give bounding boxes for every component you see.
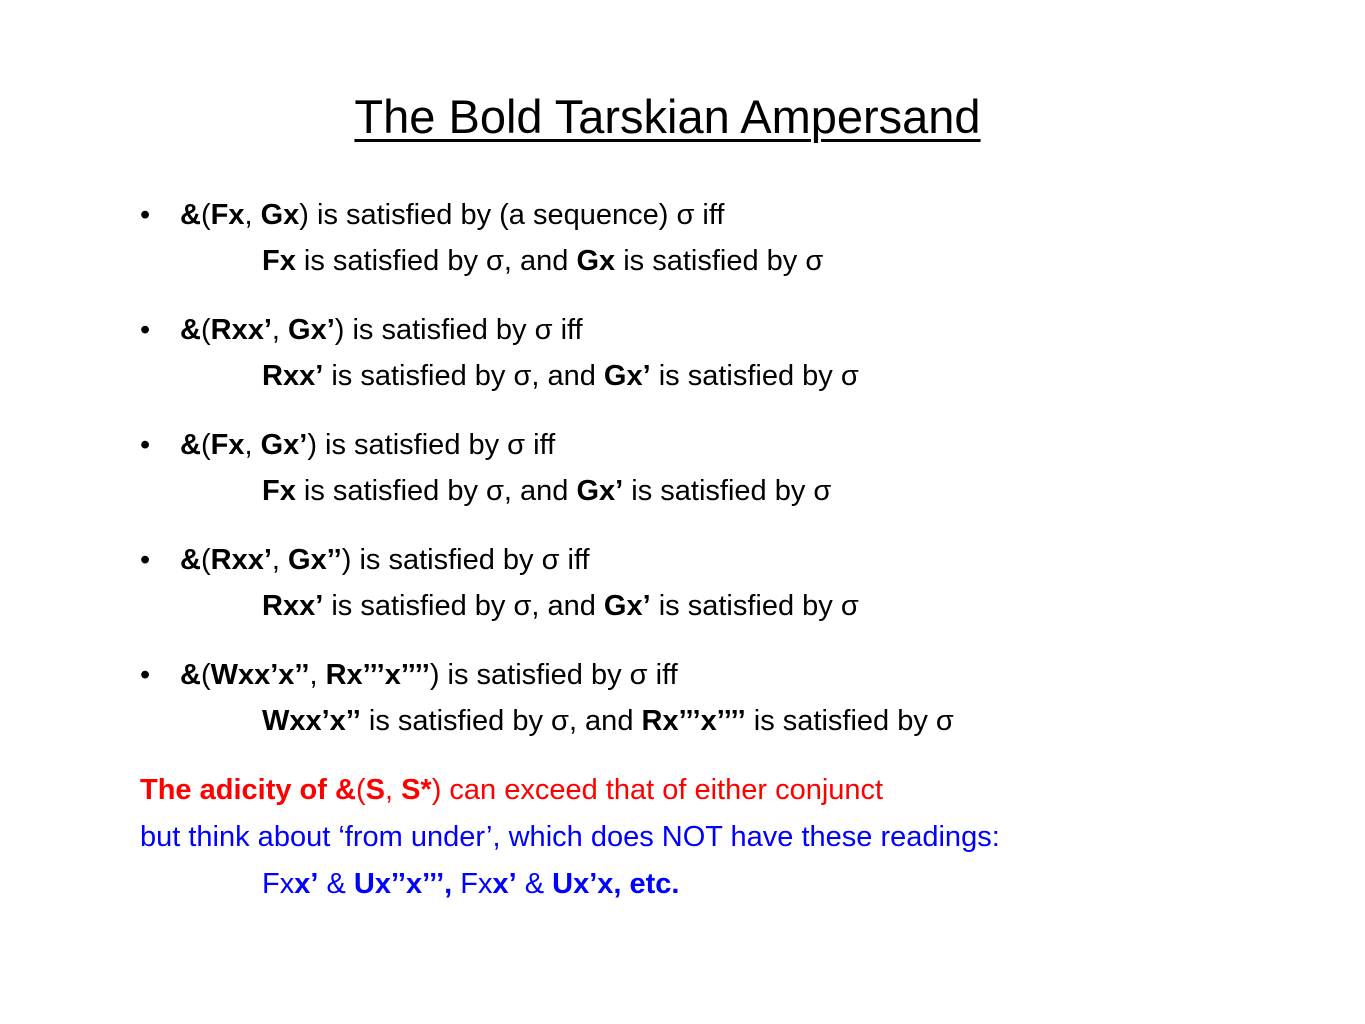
text-run: is satisfied by σ bbox=[623, 475, 832, 507]
text-run: is satisfied by σ bbox=[650, 590, 859, 622]
text-run: ( bbox=[200, 544, 211, 576]
bullet-head-3 bbox=[180, 428, 555, 462]
text-run: ) is satisfied by σ iff bbox=[341, 544, 590, 576]
text-run: Gx’ bbox=[603, 360, 651, 392]
text-run: Rxx’ bbox=[262, 590, 324, 622]
from-under-note: but think about ‘from under’, which does NOT have these readings: bbox=[140, 821, 1000, 853]
bullet-body-5 bbox=[262, 704, 954, 738]
text-run: Gx bbox=[260, 199, 300, 231]
text-run: Wxx’x’’ bbox=[262, 705, 361, 737]
text-run: & bbox=[318, 868, 354, 900]
slide-title: The Bold Tarskian Ampersand bbox=[354, 90, 981, 143]
text-run: , bbox=[271, 314, 289, 346]
text-run: ) is satisfied by σ iff bbox=[429, 659, 678, 691]
text-run: Fx bbox=[210, 429, 245, 461]
text-run: & bbox=[180, 429, 201, 461]
text-run: , bbox=[384, 774, 402, 806]
text-run: Fx bbox=[262, 475, 296, 507]
text-run: Gx’ bbox=[260, 429, 308, 461]
text-run: is satisfied by σ, and bbox=[323, 590, 604, 622]
bullet-marker: • bbox=[140, 659, 151, 691]
text-run: Gx’ bbox=[603, 590, 651, 622]
text-run: ) is satisfied by (a sequence) σ iff bbox=[299, 199, 725, 231]
text-run: ( bbox=[200, 199, 211, 231]
text-run: , bbox=[244, 199, 261, 231]
text-run: The adicity of bbox=[140, 774, 335, 806]
text-run: & bbox=[334, 774, 356, 806]
bullet-head-2 bbox=[180, 313, 583, 347]
text-run: & bbox=[180, 659, 201, 691]
text-run: Rx’’’x’’’’ bbox=[641, 705, 746, 737]
text-run: is satisfied by σ bbox=[615, 245, 824, 277]
text-run: Rxx’ bbox=[210, 314, 272, 346]
text-run: Rxx’ bbox=[262, 360, 324, 392]
text-run: Gx bbox=[576, 245, 616, 277]
text-run: Fx bbox=[262, 868, 295, 900]
text-run: x’ bbox=[294, 868, 319, 900]
text-run: Gx’ bbox=[288, 314, 335, 346]
bullet-head-4 bbox=[180, 543, 590, 577]
text-run: & bbox=[180, 314, 201, 346]
text-run: is satisfied by σ bbox=[650, 360, 859, 392]
text-run: Rxx’ bbox=[210, 544, 272, 576]
text-run: Wxx’x’’ bbox=[210, 659, 310, 691]
bullet-marker: • bbox=[140, 429, 151, 461]
bullet-body-3 bbox=[262, 474, 831, 508]
text-run: Ux’’x’’’, bbox=[353, 868, 461, 900]
text-run: , bbox=[244, 429, 261, 461]
text-run: ( bbox=[355, 774, 366, 806]
bullet-head-1 bbox=[180, 198, 724, 232]
text-run: x’ bbox=[492, 868, 517, 900]
bullet-head-5 bbox=[180, 658, 678, 692]
text-run: is satisfied by σ, and bbox=[295, 245, 577, 277]
bullet-body-1 bbox=[262, 244, 823, 278]
text-run: & bbox=[180, 199, 201, 231]
text-run: & bbox=[180, 544, 201, 576]
text-run: Rx’’’x’’’’ bbox=[325, 659, 430, 691]
text-run: S bbox=[365, 774, 385, 806]
text-run: ) can exceed that of either conjunct bbox=[431, 774, 884, 806]
text-run: is satisfied by σ, and bbox=[323, 360, 604, 392]
bullet-marker: • bbox=[140, 199, 151, 231]
bullet-body-2 bbox=[262, 359, 859, 393]
text-run: Fx bbox=[460, 868, 493, 900]
text-run: ( bbox=[200, 659, 211, 691]
text-run: , bbox=[309, 659, 326, 691]
text-run: ( bbox=[200, 429, 211, 461]
text-run: ) is satisfied by σ iff bbox=[334, 314, 583, 346]
text-run: Gx’’ bbox=[288, 544, 342, 576]
text-run: ( bbox=[200, 314, 211, 346]
text-run: & bbox=[516, 868, 553, 900]
text-run: Gx’ bbox=[576, 475, 624, 507]
bullet-marker: • bbox=[140, 314, 151, 346]
bullet-body-4 bbox=[262, 589, 859, 623]
from-under-examples bbox=[262, 867, 679, 901]
text-run: Ux’x, etc. bbox=[552, 868, 680, 900]
adicity-note bbox=[140, 773, 883, 807]
text-run: ) is satisfied by σ iff bbox=[307, 429, 556, 461]
text-run: Fx bbox=[262, 245, 296, 277]
text-run: , bbox=[271, 544, 289, 576]
text-run: is satisfied by σ, and bbox=[295, 475, 577, 507]
text-run: is satisfied by σ bbox=[745, 705, 954, 737]
text-run: is satisfied by σ, and bbox=[360, 705, 642, 737]
bullet-marker: • bbox=[140, 544, 151, 576]
text-run: S* bbox=[401, 774, 432, 806]
text-run: Fx bbox=[210, 199, 245, 231]
